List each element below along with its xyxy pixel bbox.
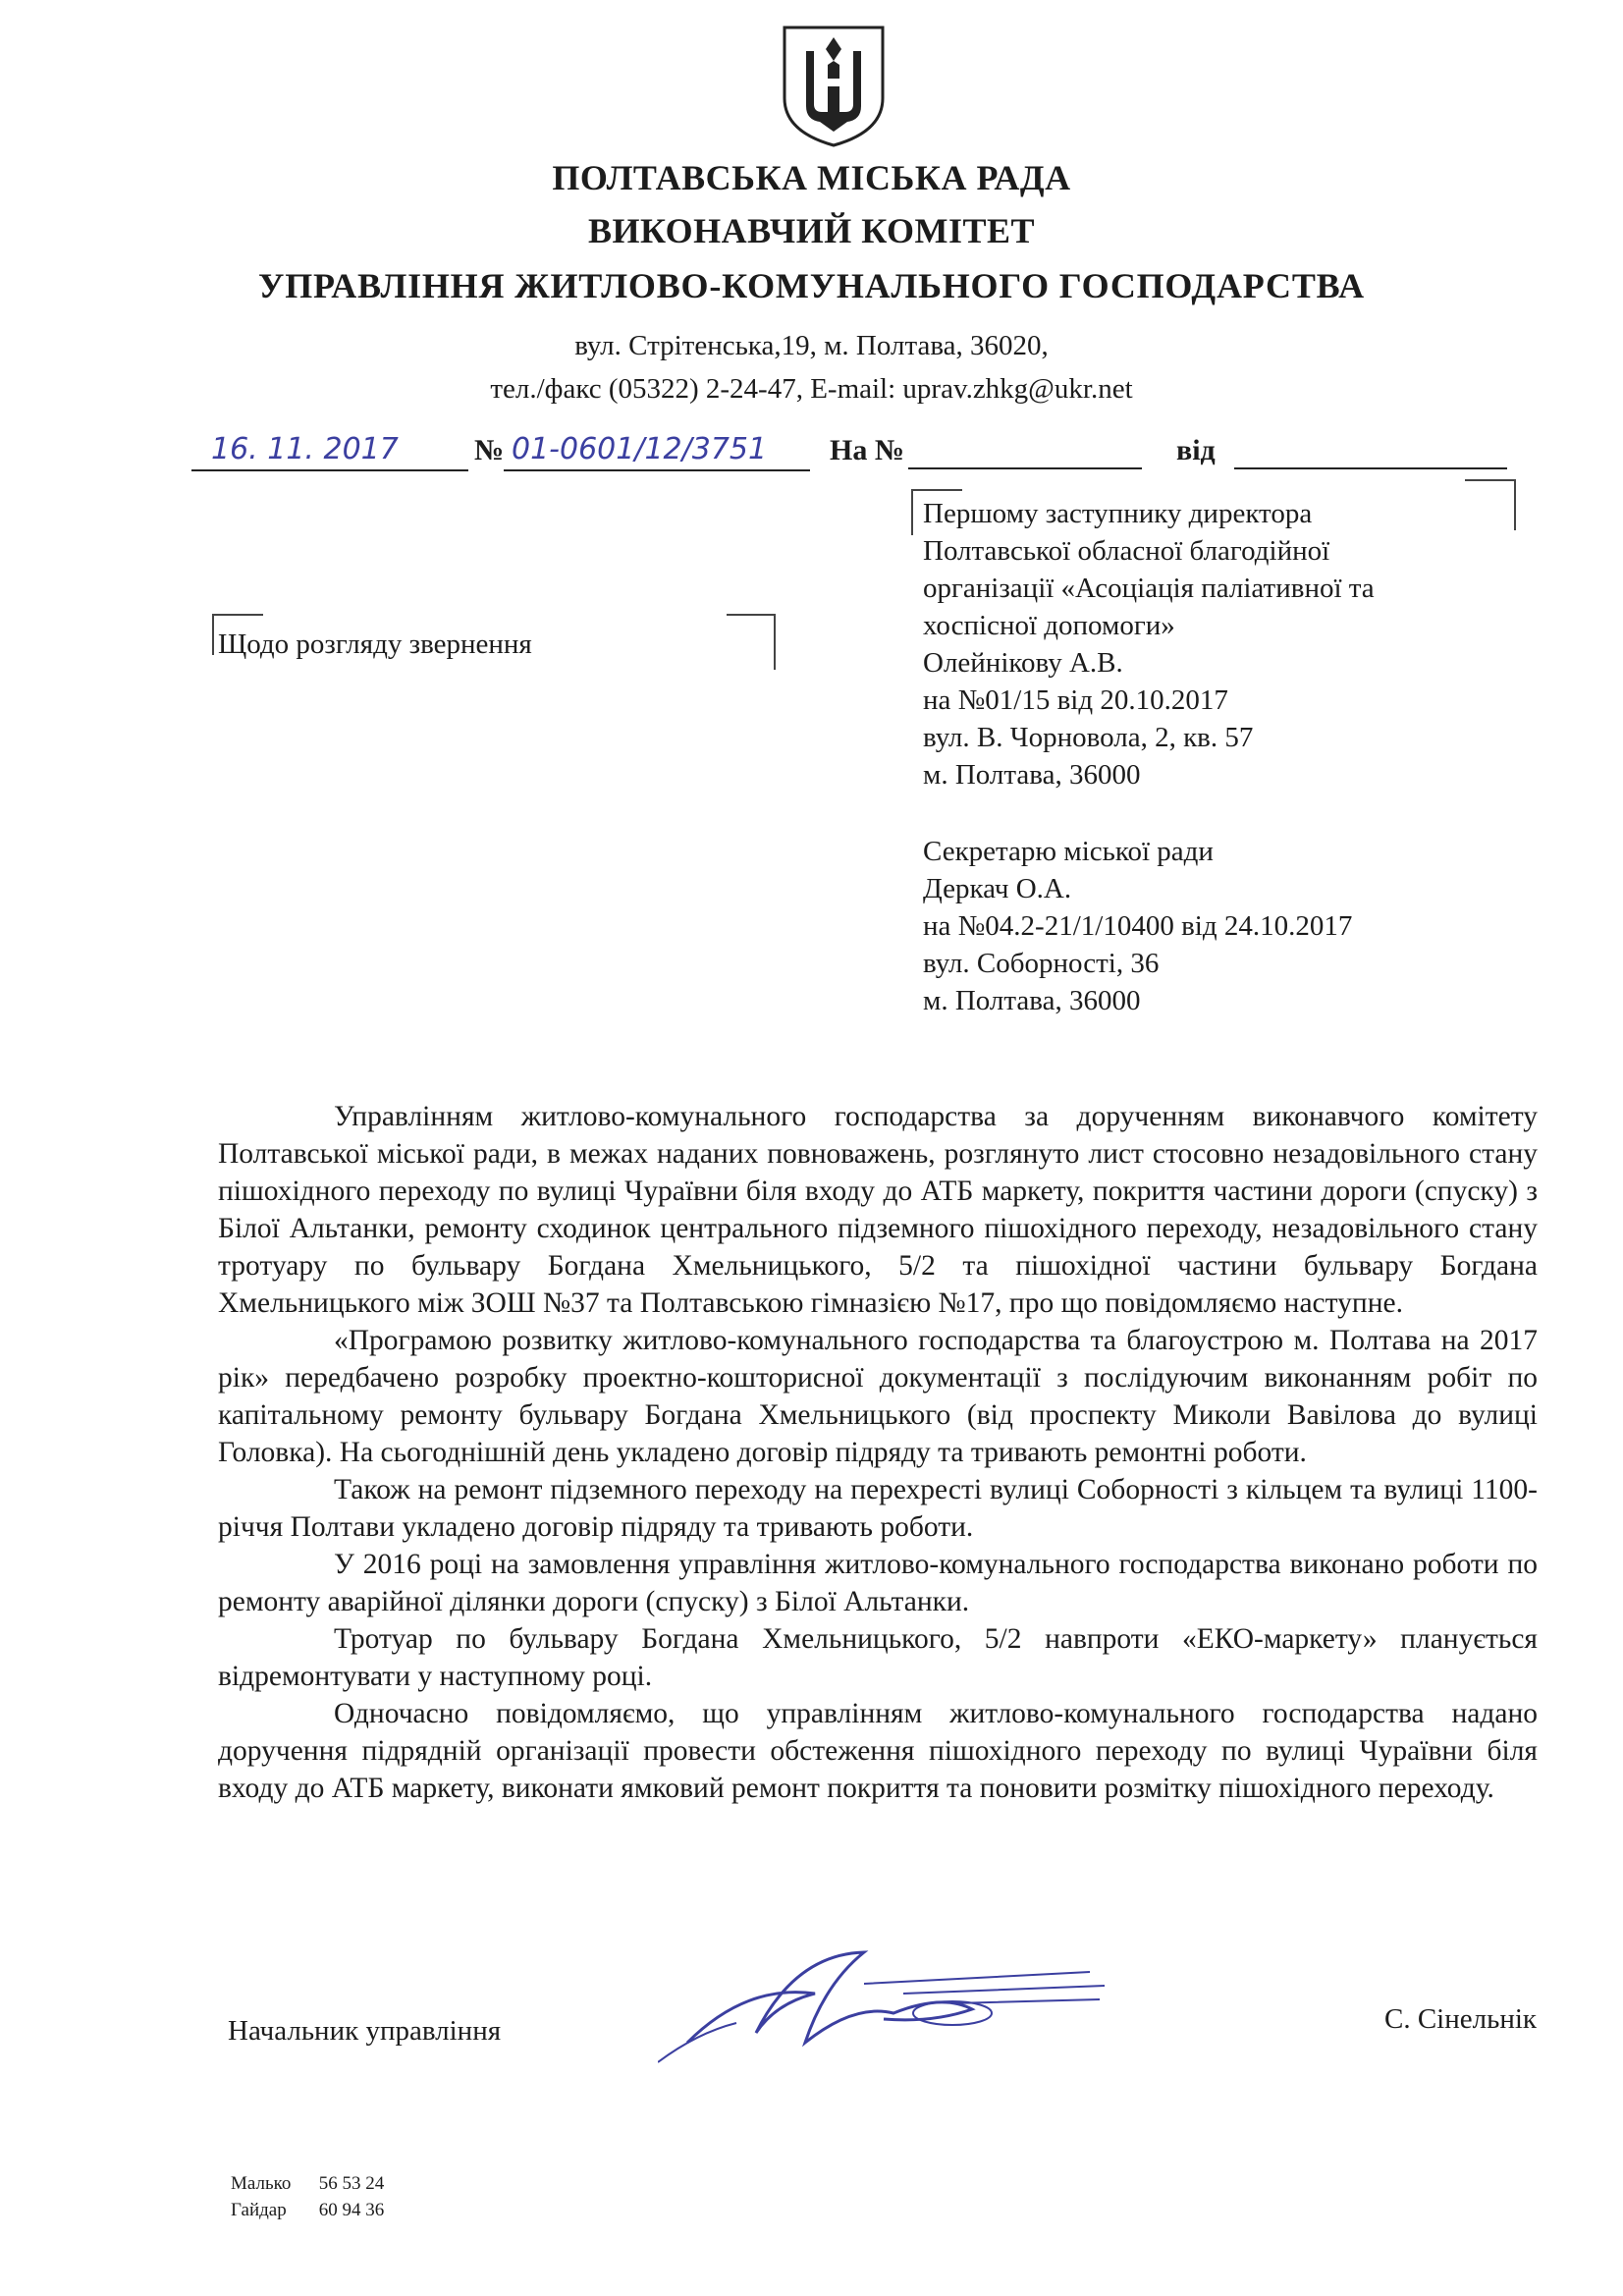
recipient-line: Секретарю міської ради (923, 836, 1214, 867)
signatory-title: Начальник управління (228, 2015, 502, 2047)
recipient-line: вул. В. Чорновола, 2, кв. 57 (923, 722, 1254, 753)
executor-name: Гайдар (231, 2200, 287, 2220)
coat-of-arms-icon (777, 22, 891, 149)
recipient-line: Першому заступнику директора (923, 498, 1313, 529)
registration-number-label: № (474, 434, 505, 466)
executor-2 (231, 2200, 384, 2221)
recipient-line: м. Полтава, 36000 (923, 759, 1141, 791)
recipient-line: м. Полтава, 36000 (923, 985, 1141, 1016)
in-reply-label: На № (830, 434, 904, 466)
recipient-line: хоспісної допомоги» (923, 610, 1175, 641)
registration-date: 16. 11. 2017 (211, 432, 399, 466)
body-paragraph: Також на ремонт підземного переходу на перехресті вулиці Соборності з кільцем та вулиці 1100-річчя Полтави укладено договір підряду та тривають роботи. (218, 1474, 1538, 1543)
in-reply-from-label: від (1176, 434, 1216, 466)
org-name-executive-committee: ВИКОНАВЧИЙ КОМІТЕТ (587, 211, 1036, 250)
recipient-line: на №01/15 від 20.10.2017 (923, 684, 1228, 716)
body-paragraph: У 2016 році на замовлення управління житлово-комунального господарства виконано роботи по ремонту аварійної ділянки дороги (спуску) з Білої Альтанки. (218, 1549, 1538, 1617)
signatory-name: С. Сінельнік (1384, 2003, 1537, 2035)
executor-phone: 60 94 36 (318, 2200, 385, 2220)
handwritten-signature-icon (658, 1925, 1109, 2072)
executor-phone: 56 53 24 (318, 2173, 385, 2194)
org-contacts: тел./факс (05322) 2-24-47, E-mail: uprav.zhkg@ukr.net (490, 373, 1133, 405)
addressee-corner-right (1465, 479, 1516, 530)
letter-body (218, 1098, 1538, 1807)
subject-corner-right (727, 614, 776, 670)
letter-subject: Щодо розгляду звернення (218, 629, 532, 660)
recipient-line: Деркач О.А. (923, 873, 1072, 904)
recipient-line: Полтавської обласної благодійної (923, 535, 1330, 567)
org-address: вул. Стрітенська,19, м. Полтава, 36020, (574, 330, 1049, 361)
body-paragraph: Одночасно повідомляємо, що управлінням житлово-комунального господарства надано доручення підрядній організації провести обстеження пішохідного переходу по вулиці Чураївни біля входу до АТБ маркету, виконати ямковий ремонт покриття та поновити розмітку пішохідного переходу. (218, 1698, 1538, 1804)
org-name-city-council: ПОЛТАВСЬКА МІСЬКА РАДА (552, 158, 1071, 197)
recipient-line: Олейнікову А.В. (923, 647, 1123, 679)
recipient-line: на №04.2-21/1/10400 від 24.10.2017 (923, 910, 1353, 942)
org-name-department: УПРАВЛІННЯ ЖИТЛОВО-КОМУНАЛЬНОГО ГОСПОДАРСТВА (258, 266, 1365, 305)
executor-name: Малько (231, 2173, 292, 2194)
recipient-block-1 (923, 495, 1375, 793)
registration-line (191, 432, 1507, 481)
recipient-line: організації «Асоціація паліативної та (923, 573, 1375, 604)
body-paragraph: «Програмою розвитку житлово-комунального господарства та благоустрою м. Полтава на 2017 рік» передбачено розробку проектно-кошторисної документації з послідуючим виконанням робіт по капітальному ремонту бульвару Богдана Хмельницького (від проспекту Миколи Вавілова до вулиці Головка). На сьогоднішній день укладено договір підряду та тривають ремонтні роботи. (218, 1325, 1538, 1468)
executor-1 (231, 2173, 384, 2195)
registration-number: 01-0601/12/3751 (512, 432, 768, 466)
body-paragraph: Тротуар по бульвару Богдана Хмельницького, 5/2 навпроти «ЕКО-маркету» планується відремонтувати у наступному році. (218, 1623, 1538, 1692)
recipient-block-2 (923, 833, 1352, 1019)
body-paragraph: Управлінням житлово-комунального господарства за дорученням виконавчого комітету Полтавської міської ради, в межах наданих повноважень, розглянуто лист стосовно незадовільного стану пішохідного переходу по вулиці Чураївни біля входу до АТБ маркету, покриття частини дороги (спуску) з Білої Альтанки, ремонту сходинок центрального підземного пішохідного переходу, незадовільного стану тротуару по бульвару Богдана Хмельницького, 5/2 та пішохідної частини бульвару Богдана Хмельницького між ЗОШ №37 та Полтавською гімназією №17, про що повідомляємо наступне. (218, 1101, 1538, 1319)
recipient-line: вул. Соборності, 36 (923, 948, 1160, 979)
